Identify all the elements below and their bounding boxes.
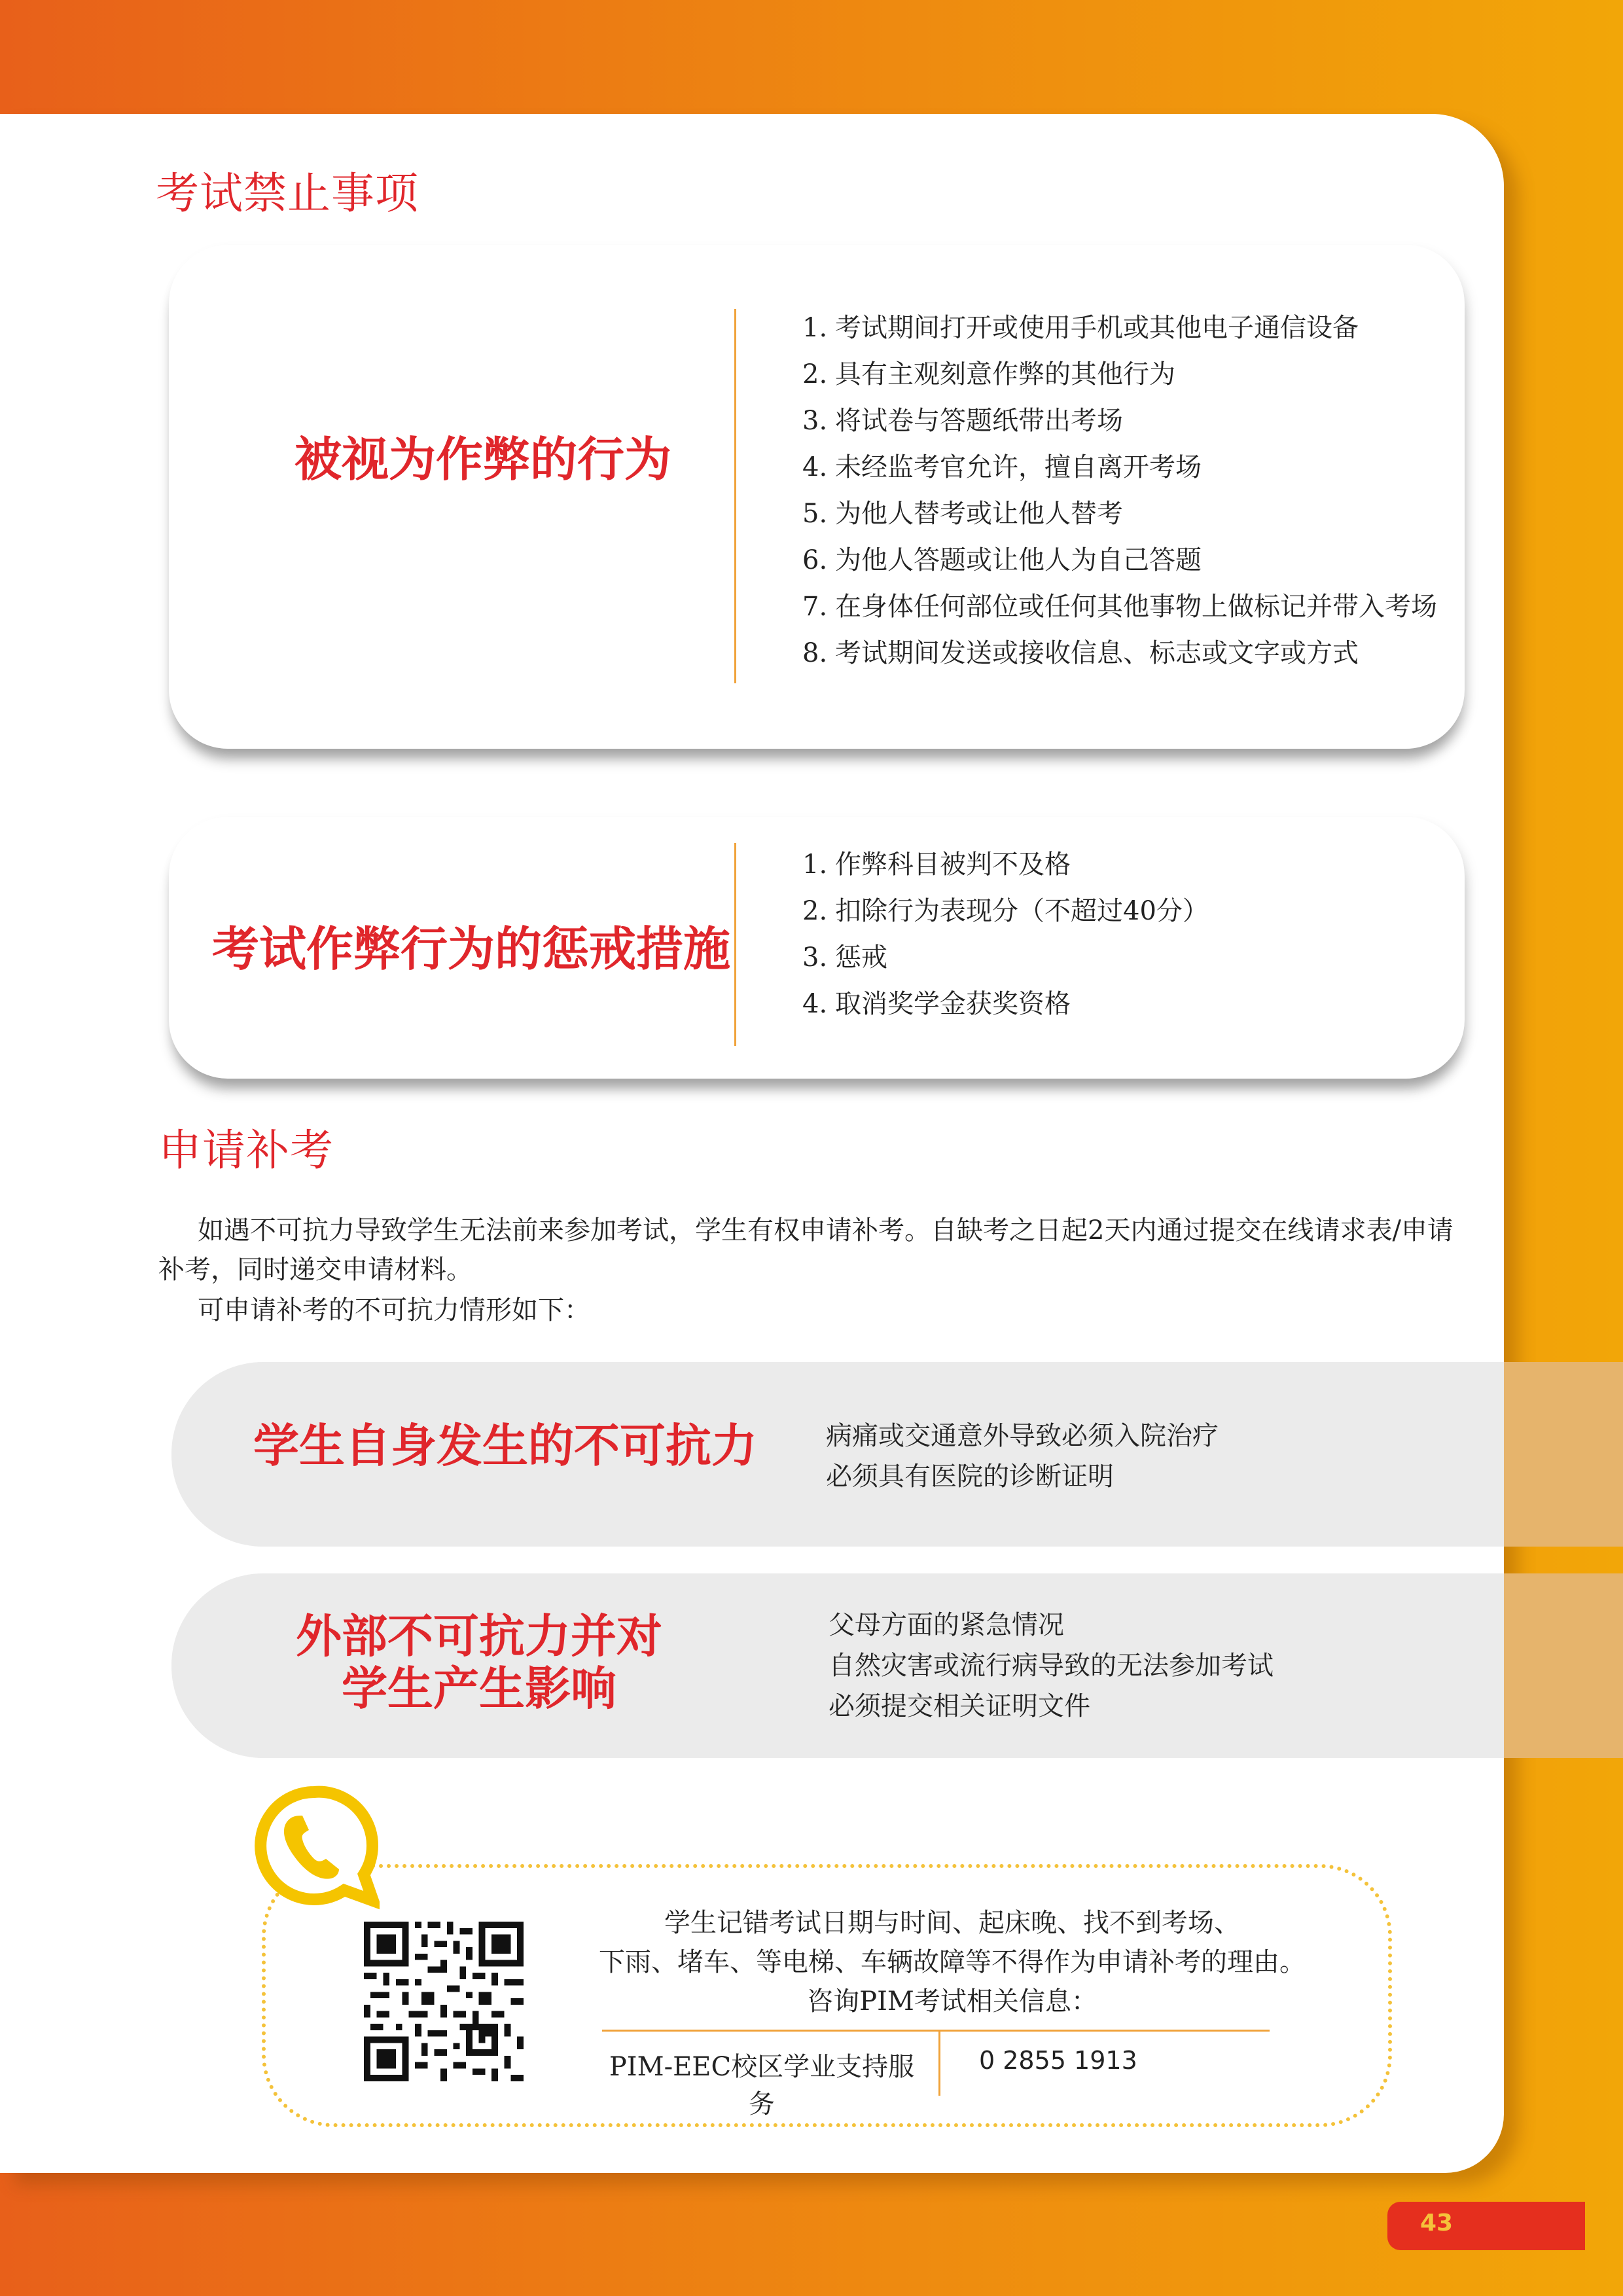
cheating-list <box>802 305 1437 677</box>
card-divider <box>734 843 736 1046</box>
support-service-label: PIM-EEC校区学业支持服务 <box>609 2052 915 2119</box>
pill-lines-external <box>829 1605 1274 1727</box>
penalty-measures-card <box>169 817 1465 1079</box>
makeup-paragraph: 如遇不可抗力导致学生无法前来参加考试，学生有权申请补考。自缺考之日起2天内通过提交在线请求表/申请补考，同时递交申请材料。 <box>158 1215 1454 1285</box>
makeup-subheading: 可申请补考的不可抗力情形如下： <box>198 1295 590 1325</box>
list-item: 自然灾害或流行病导致的无法参加考试 <box>829 1651 1274 1681</box>
list-item: 4. 取消奖学金获奖资格 <box>802 989 1071 1019</box>
list-item: 8. 考试期间发送或接收信息、标志或文字或方式 <box>802 638 1359 668</box>
pill-edge-stripe <box>1504 1573 1623 1758</box>
list-item: 7. 在身体任何部位或任何其他事物上做标记并带入考场 <box>802 592 1437 622</box>
list-item: 5. 为他人替考或让他人替考 <box>802 499 1123 529</box>
contact-info-row <box>602 2030 1270 2119</box>
list-item: 2. 具有主观刻意作弊的其他行为 <box>802 359 1175 389</box>
bottom-band <box>0 2173 1623 2296</box>
list-item: 必须提交相关证明文件 <box>829 1691 1090 1721</box>
list-item: 2. 扣除行为表现分（不超过40分） <box>802 896 1209 926</box>
contact-text-line-3: 咨询PIM考试相关信息： <box>807 1986 1097 2017</box>
phone-chat-bubble-icon <box>249 1780 380 1911</box>
penalty-list <box>802 842 1209 1028</box>
pill-lines-student <box>826 1416 1219 1497</box>
page-number: 43 <box>1419 2210 1454 2236</box>
support-phone-number[interactable]: 0 2855 1913 <box>979 2046 1137 2075</box>
list-item: 必须具有医院的诊断证明 <box>826 1462 1114 1492</box>
list-item: 病痛或交通意外导致必须入院治疗 <box>826 1421 1219 1451</box>
section-title-makeup: 申请补考 <box>158 1125 334 1175</box>
cheating-behaviors-card <box>169 245 1465 749</box>
list-item: 3. 将试卷与答题纸带出考场 <box>802 406 1123 436</box>
page-number-badge <box>1387 2202 1585 2250</box>
card-heading-penalty: 考试作弊行为的惩戒措施 <box>211 921 730 977</box>
contact-text-line-1: 学生记错考试日期与时间、起床晚、找不到考场、 <box>664 1908 1240 1938</box>
list-item: 1. 作弊科目被判不及格 <box>802 850 1071 880</box>
list-item: 3. 惩戒 <box>802 942 887 973</box>
section-title-prohibited: 考试禁止事项 <box>156 168 419 219</box>
contact-text-line-2: 下雨、堵车、等电梯、车辆故障等不得作为申请补考的理由。 <box>599 1947 1306 1977</box>
list-item: 6. 为他人答题或让他人为自己答题 <box>802 545 1202 575</box>
list-item: 4. 未经监考官允许，擅自离开考场 <box>802 452 1202 482</box>
pill-heading-student: 学生自身发生的不可抗力 <box>253 1418 757 1473</box>
card-divider <box>734 309 736 683</box>
qr-code-icon <box>364 1922 524 2081</box>
contact-separator <box>938 2032 940 2096</box>
card-heading-cheating: 被视为作弊的行为 <box>294 431 671 487</box>
force-majeure-external-pill <box>171 1573 1504 1758</box>
list-item: 父母方面的紧急情况 <box>829 1610 1064 1640</box>
pill-edge-stripe <box>1504 1362 1623 1547</box>
pill-heading-external: 外部不可抗力并对 学生产生影响 <box>296 1609 662 1715</box>
force-majeure-student-pill <box>171 1362 1504 1547</box>
list-item: 1. 考试期间打开或使用手机或其他电子通信设备 <box>802 313 1359 343</box>
